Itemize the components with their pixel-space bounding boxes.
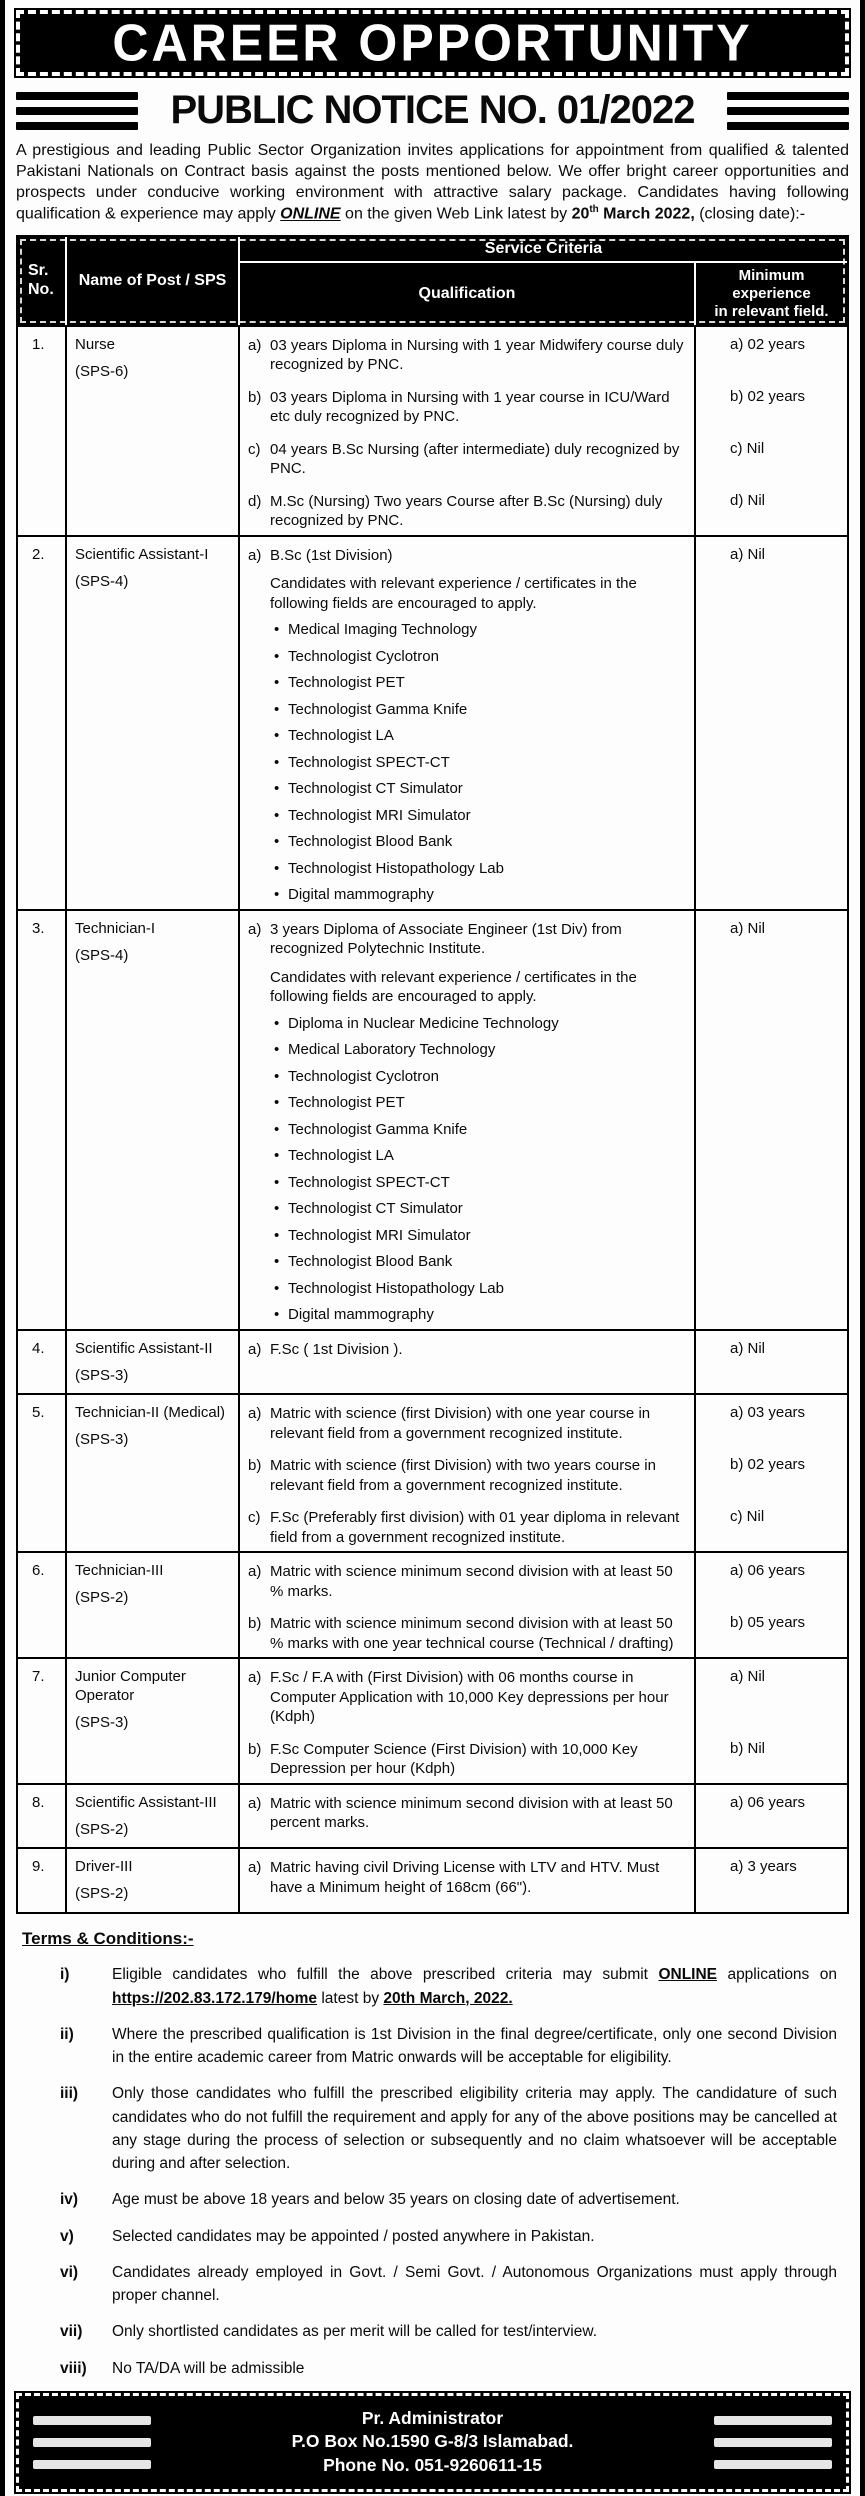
qualification-line xyxy=(248,1508,686,1547)
header-min-experience xyxy=(694,263,847,325)
bullet-icon: • xyxy=(274,1014,280,1032)
experience-item: a) 06 years xyxy=(694,1553,847,1605)
qualification-text: F.Sc Computer Science (First Division) with 10,000 Key Depression per hour (Kdph) xyxy=(270,1740,638,1778)
term-item xyxy=(22,1963,843,2010)
bullet-icon: • xyxy=(274,1226,280,1244)
terms-heading: Terms & Conditions:- xyxy=(22,1928,194,1948)
experience-item: a) Nil xyxy=(694,911,847,1329)
bullet-item xyxy=(274,779,686,799)
term-text xyxy=(112,2357,843,2380)
header-service-criteria: Service Criteria xyxy=(240,237,847,263)
posts-table xyxy=(16,235,849,1914)
term-item xyxy=(22,2357,843,2380)
experience-item: a) 3 years xyxy=(694,1849,847,1912)
bullet-text: Technologist Gamma Knife xyxy=(288,700,468,718)
table-row xyxy=(18,1783,847,1848)
qualification-text: Matric having civil Driving License with LTV and HTV. Must have a Minimum height of 168cm (66"). xyxy=(270,1859,660,1896)
qualification-line xyxy=(248,1668,686,1727)
post-sps: (SPS-2) xyxy=(75,1820,129,1838)
qualification-item xyxy=(240,1499,694,1551)
qualification-text: 3 years Diploma of Associate Engineer (1st Div) from recognized Polytechnic Institute. xyxy=(270,920,622,958)
qualification-label: a) xyxy=(248,1859,262,1877)
qualification-label: a) xyxy=(248,336,262,354)
sr-number-cell: 4. xyxy=(32,1339,45,1357)
bullet-text: Technologist MRI Simulator xyxy=(288,1226,471,1244)
bullet-icon: • xyxy=(274,1067,280,1085)
criteria-grid xyxy=(238,537,847,909)
post-name-cell xyxy=(65,911,238,1329)
post-name-cell xyxy=(65,327,238,535)
bullet-icon: • xyxy=(274,753,280,771)
header-sr-line1: Sr. xyxy=(28,262,49,280)
bullet-icon: • xyxy=(274,1200,280,1218)
header-sr-no xyxy=(18,237,65,325)
sr-number-cell: 6. xyxy=(32,1562,45,1580)
post-name: Junior Computer Operator xyxy=(75,1668,186,1705)
bullet-item xyxy=(274,806,686,826)
qualification-text: B.Sc (1st Division) xyxy=(270,546,393,564)
bullet-icon: • xyxy=(274,833,280,851)
text-segment: on the given Web Link latest by xyxy=(340,205,572,223)
decorative-bar xyxy=(33,2460,151,2469)
bullet-icon: • xyxy=(274,674,280,692)
bullet-item xyxy=(274,647,686,667)
post-sps: (SPS-4) xyxy=(75,572,129,590)
qualification-text: F.Sc (Preferably first division) with 01 year diploma in relevant field from a government recognized institute. xyxy=(270,1509,680,1546)
bullet-text: Technologist SPECT-CT xyxy=(288,753,450,771)
qualification-item xyxy=(240,1785,694,1848)
text-segment: 20 xyxy=(571,205,590,223)
term-label: i) xyxy=(60,1966,70,1984)
header-qualification: Qualification xyxy=(418,284,516,302)
text-segment: Eligible candidates who fulfill the above prescribed criteria may submit xyxy=(112,1966,659,1984)
qualification-line xyxy=(248,1404,686,1443)
qualification-label: a) xyxy=(248,1669,262,1687)
post-name: Technician-III xyxy=(75,1562,164,1580)
bullet-icon: • xyxy=(274,886,280,904)
text-segment: ONLINE xyxy=(280,205,341,223)
header-service-criteria-sub xyxy=(240,263,847,325)
bullet-item xyxy=(274,1146,686,1166)
decorative-bar xyxy=(714,2416,832,2425)
post-name-cell xyxy=(65,1331,238,1394)
term-text xyxy=(112,2188,843,2211)
bullet-item xyxy=(274,726,686,746)
post-sps: (SPS-3) xyxy=(75,1431,129,1449)
table-row xyxy=(18,1393,847,1551)
qualification-line xyxy=(248,1456,686,1495)
text-segment: Where the prescribed qualification is 1st Division in the final degree/certificate, only one second Division in the entire academic career from Matric onwards will be acceptable for eligibility. xyxy=(112,2025,837,2067)
qualification-label: d) xyxy=(248,492,262,510)
bullet-icon: • xyxy=(274,859,280,877)
bullet-item xyxy=(274,1305,686,1325)
page-title: CAREER OPPORTUNITY xyxy=(112,13,753,73)
header-min-experience-line1: Minimum experience xyxy=(732,266,811,302)
terms-section xyxy=(22,1926,843,2380)
bullet-item xyxy=(274,1067,686,1087)
decorative-bar xyxy=(714,2460,832,2469)
term-label: ii) xyxy=(60,2025,74,2043)
bullet-item xyxy=(274,753,686,773)
header-sr-line2: No. xyxy=(28,280,54,298)
sr-number-cell: 1. xyxy=(32,335,45,353)
experience-item: a) Nil xyxy=(694,1331,847,1394)
term-label: viii) xyxy=(60,2359,87,2377)
text-segment: applications on xyxy=(717,1966,837,1984)
qualification-text: Matric with science (first Division) with one year course in relevant field from a government recognized institute. xyxy=(270,1405,651,1442)
experience-item: c) Nil xyxy=(694,1499,847,1551)
text-segment: Only shortlisted candidates as per merit will be called for test/interview. xyxy=(112,2323,598,2341)
sr-number-cell: 9. xyxy=(32,1858,45,1876)
criteria-grid xyxy=(238,1395,847,1551)
qualification-text: M.Sc (Nursing) Two years Course after B.Sc (Nursing) duly recognized by PNC. xyxy=(270,492,663,530)
term-item xyxy=(22,2261,843,2308)
decorative-bar xyxy=(727,107,849,115)
post-name-cell xyxy=(65,537,238,909)
qualification-line xyxy=(248,1562,686,1601)
bullet-text: Digital mammography xyxy=(288,1306,434,1324)
post-name: Scientific Assistant-I xyxy=(75,545,209,563)
term-item xyxy=(22,2225,843,2248)
footer-administrator: Pr. Administrator xyxy=(361,2407,504,2428)
criteria-grid xyxy=(238,327,847,535)
bullet-icon: • xyxy=(274,1147,280,1165)
qualification-text: 04 years B.Sc Nursing (after intermediate) duly recognized by PNC. xyxy=(270,440,680,478)
criteria-grid xyxy=(238,1331,847,1394)
qualification-item xyxy=(240,911,694,1329)
bullet-text: Technologist MRI Simulator xyxy=(288,806,471,824)
term-text xyxy=(112,1963,843,2010)
qualification-label: a) xyxy=(248,1563,262,1581)
qualification-line xyxy=(248,546,686,566)
sr-number-cell: 3. xyxy=(32,919,45,937)
term-text xyxy=(112,2320,843,2343)
table-row xyxy=(18,325,847,535)
bullet-item xyxy=(274,620,686,640)
bullet-text: Technologist LA xyxy=(288,727,394,745)
footer-phone: Phone No. 051-9260611-15 xyxy=(323,2455,542,2476)
bullet-icon: • xyxy=(274,1041,280,1059)
qualification-item xyxy=(240,327,694,379)
term-label: vi) xyxy=(60,2263,79,2281)
decorative-bar xyxy=(727,122,849,130)
qualification-text: 03 years Diploma in Nursing with 1 year course in ICU/Ward etc duly recognized by PNC. xyxy=(270,388,670,426)
experience-item: b) 02 years xyxy=(694,379,847,431)
decorative-bar xyxy=(727,92,849,100)
table-row xyxy=(18,1329,847,1394)
qualification-line xyxy=(248,1794,686,1833)
sr-number-cell: 2. xyxy=(32,545,45,563)
text-segment: (closing date):- xyxy=(694,205,806,223)
table-row xyxy=(18,535,847,909)
bullet-item xyxy=(274,1093,686,1113)
decorative-bar xyxy=(16,107,138,115)
bullet-text: Technologist Histopathology Lab xyxy=(288,859,504,877)
experience-item: a) Nil xyxy=(694,537,847,909)
post-name: Technician-I xyxy=(75,919,156,937)
decorative-bar xyxy=(16,122,138,130)
bullet-icon: • xyxy=(274,700,280,718)
qualification-note: Candidates with relevant experience / certificates in the following fields are encouraged to apply. xyxy=(270,968,637,1006)
bullet-item xyxy=(274,673,686,693)
bullet-icon: • xyxy=(274,621,280,639)
bullet-item xyxy=(274,832,686,852)
qualification-label: b) xyxy=(248,1457,262,1475)
bullet-text: Technologist PET xyxy=(288,674,405,692)
bullet-text: Technologist CT Simulator xyxy=(288,1200,463,1218)
bullet-item xyxy=(274,1040,686,1060)
term-item xyxy=(22,2188,843,2211)
bullet-icon: • xyxy=(274,1094,280,1112)
sr-number-cell: 8. xyxy=(32,1793,45,1811)
term-text xyxy=(112,2023,843,2070)
experience-item: b) 02 years xyxy=(694,1447,847,1499)
post-name-cell xyxy=(65,1395,238,1551)
term-text xyxy=(112,2082,843,2175)
qualification-label: b) xyxy=(248,1740,262,1758)
intro-paragraph xyxy=(16,140,849,225)
qualification-text: Matric with science (first Division) with two years course in relevant field from a government recognized institute. xyxy=(270,1457,656,1494)
qualification-text: Matric with science minimum second division with at least 50 % marks with one year technical course (Technical / drafting) xyxy=(270,1615,674,1652)
qualification-label: b) xyxy=(248,388,262,406)
term-label: v) xyxy=(60,2227,74,2245)
qualification-item xyxy=(240,1731,694,1783)
footer-bars-left xyxy=(33,2416,151,2469)
post-sps: (SPS-2) xyxy=(75,1885,129,1903)
post-name-cell xyxy=(65,1849,238,1912)
post-name: Nurse xyxy=(75,335,116,353)
bullet-text: Digital mammography xyxy=(288,886,434,904)
post-sps: (SPS-3) xyxy=(75,1713,129,1731)
term-item xyxy=(22,2082,843,2175)
bullet-text: Technologist LA xyxy=(288,1147,394,1165)
decorative-bar xyxy=(33,2416,151,2425)
bullet-text: Technologist Cyclotron xyxy=(288,1067,439,1085)
term-text xyxy=(112,2261,843,2308)
text-segment: latest by xyxy=(317,1989,384,2007)
qualification-text: Matric with science minimum second division with at least 50 percent marks. xyxy=(270,1794,673,1832)
qualification-note: Candidates with relevant experience / certificates in the following fields are encouraged to apply. xyxy=(270,575,637,612)
term-label: iii) xyxy=(60,2085,79,2103)
qualification-item xyxy=(240,1331,694,1394)
qualification-item xyxy=(240,379,694,431)
post-name-cell xyxy=(65,1785,238,1848)
text-segment: A prestigious and leading Public Sector Organization invites applications for appointment from qualified & talented Pakistani Nationals on Contract basis against the posts mentioned below. We offer bright career opportunities and prospects under conducive working environment with attractive salary package. Candidates having following qualification & experience may apply xyxy=(16,142,849,223)
qualification-label: c) xyxy=(248,1509,261,1527)
text-segment: Age must be above 18 years and below 35 years on closing date of advertisement. xyxy=(112,2191,680,2209)
qualification-label: a) xyxy=(248,920,262,938)
experience-item: d) Nil xyxy=(694,483,847,535)
qualification-line xyxy=(248,492,686,531)
table-row xyxy=(18,1551,847,1657)
table-row xyxy=(18,1657,847,1783)
criteria-grid xyxy=(238,1849,847,1912)
title-banner xyxy=(16,10,849,76)
bullet-text: Technologist Histopathology Lab xyxy=(288,1279,504,1297)
qualification-line xyxy=(248,920,686,959)
qualification-item xyxy=(240,1553,694,1605)
text-segment: March 2022, xyxy=(598,205,695,223)
text-segment: Selected candidates may be appointed / posted anywhere in Pakistan. xyxy=(112,2227,595,2245)
bullet-text: Technologist Blood Bank xyxy=(288,833,453,851)
table-row xyxy=(18,1847,847,1912)
bullet-item xyxy=(274,1199,686,1219)
qualification-item xyxy=(240,1659,694,1731)
qualification-item xyxy=(240,483,694,535)
qualification-line xyxy=(248,440,686,479)
bullet-text: Diploma in Nuclear Medicine Technology xyxy=(288,1014,559,1032)
term-label: vii) xyxy=(60,2323,83,2341)
sr-number-cell: 7. xyxy=(32,1668,45,1686)
bullet-icon: • xyxy=(274,780,280,798)
bullet-item xyxy=(274,700,686,720)
text-segment: 20th March, 2022. xyxy=(383,1989,513,2007)
header-post-name: Name of Post / SPS xyxy=(65,237,238,325)
experience-item: b) 05 years xyxy=(694,1605,847,1657)
bullet-item xyxy=(274,1279,686,1299)
experience-item: c) Nil xyxy=(694,431,847,483)
notice-bars-left xyxy=(16,92,138,130)
post-sps: (SPS-4) xyxy=(75,946,129,964)
criteria-grid xyxy=(238,911,847,1329)
bullet-icon: • xyxy=(274,1120,280,1138)
sr-number-cell: 5. xyxy=(32,1404,45,1422)
table-body xyxy=(18,325,847,1912)
bullet-item xyxy=(274,1014,686,1034)
bullet-item xyxy=(274,885,686,905)
notice-banner xyxy=(16,88,849,133)
experience-item: a) 02 years xyxy=(694,327,847,379)
experience-item: a) 03 years xyxy=(694,1395,847,1447)
qualification-item xyxy=(240,1395,694,1447)
decorative-bar xyxy=(714,2438,832,2447)
bullet-text: Medical Imaging Technology xyxy=(288,621,478,639)
qualification-line xyxy=(248,1858,686,1897)
criteria-grid xyxy=(238,1785,847,1848)
experience-item: a) 06 years xyxy=(694,1785,847,1848)
qualification-line xyxy=(248,1740,686,1779)
bullet-icon: • xyxy=(274,1279,280,1297)
bullet-icon: • xyxy=(274,1306,280,1324)
experience-item: b) Nil xyxy=(694,1731,847,1783)
post-name: Driver-III xyxy=(75,1858,133,1876)
qualification-label: a) xyxy=(248,1794,262,1812)
footer-banner xyxy=(16,2393,849,2492)
post-sps: (SPS-2) xyxy=(75,1589,129,1607)
bullet-item xyxy=(274,1120,686,1140)
bullet-text: Technologist Blood Bank xyxy=(288,1253,453,1271)
qualification-text: Matric with science minimum second division with at least 50 % marks. xyxy=(270,1563,673,1600)
post-name: Scientific Assistant-III xyxy=(75,1793,217,1811)
term-item xyxy=(22,2320,843,2343)
qualification-label: a) xyxy=(248,546,262,564)
qualification-label: c) xyxy=(248,440,261,458)
footer-contact xyxy=(163,2407,702,2478)
post-sps: (SPS-3) xyxy=(75,1366,129,1384)
post-name-cell xyxy=(65,1553,238,1657)
header-service-criteria-group xyxy=(238,237,847,325)
table-header xyxy=(18,237,847,325)
footer-po-box: P.O Box No.1590 G-8/3 Islamabad. xyxy=(291,2431,574,2452)
text-segment: Only those candidates who fulfill the prescribed eligibility criteria may apply. The candidature of such candidates who do not fulfill the requirement and apply for any of the above positions may be cancelled at any stage during the process of selection or subsequently and no claim whatsoever will be acceptable during and after selection. xyxy=(112,2085,837,2173)
term-label: iv) xyxy=(60,2191,79,2209)
qualification-text: F.Sc ( 1st Division ). xyxy=(270,1340,403,1358)
post-name-cell xyxy=(65,1659,238,1783)
text-segment: th xyxy=(589,204,599,216)
bullet-icon: • xyxy=(274,1253,280,1271)
qualification-line xyxy=(248,336,686,375)
bullet-text: Technologist PET xyxy=(288,1094,405,1112)
criteria-grid xyxy=(238,1553,847,1657)
bullet-item xyxy=(274,1252,686,1272)
bullet-text: Technologist Gamma Knife xyxy=(288,1120,468,1138)
qualification-item xyxy=(240,1605,694,1657)
experience-item: a) Nil xyxy=(694,1659,847,1731)
post-name: Technician-II (Medical) xyxy=(75,1404,226,1422)
table-row xyxy=(18,909,847,1329)
qualification-line xyxy=(248,1614,686,1653)
bullet-item xyxy=(274,859,686,879)
bullet-icon: • xyxy=(274,1173,280,1191)
bullet-icon: • xyxy=(274,647,280,665)
bullet-icon: • xyxy=(274,806,280,824)
post-name: Scientific Assistant-II xyxy=(75,1339,213,1357)
qualification-text: F.Sc / F.A with (First Division) with 06 months course in Computer Application with 10,000 Key depressions per hour (Kdph) xyxy=(270,1669,669,1726)
qualification-label: b) xyxy=(248,1615,262,1633)
decorative-bar xyxy=(16,92,138,100)
term-item xyxy=(22,2023,843,2070)
post-sps: (SPS-6) xyxy=(75,362,129,380)
qualification-text: 03 years Diploma in Nursing with 1 year Midwifery course duly recognized by PNC. xyxy=(270,336,684,374)
qualification-line xyxy=(248,1340,686,1360)
notice-title: PUBLIC NOTICE NO. 01/2022 xyxy=(170,88,695,132)
bullet-text: Technologist Cyclotron xyxy=(288,647,439,665)
qualification-label: a) xyxy=(248,1405,262,1423)
bullet-item xyxy=(274,1226,686,1246)
text-segment: Candidates already employed in Govt. / Semi Govt. / Autonomous Organizations must apply through proper channel. xyxy=(112,2263,837,2305)
terms-list xyxy=(22,1963,843,2380)
text-segment: ONLINE xyxy=(658,1966,717,1984)
bullet-text: Technologist CT Simulator xyxy=(288,780,463,798)
decorative-bar xyxy=(33,2438,151,2447)
qualification-item xyxy=(240,1447,694,1499)
qualification-item xyxy=(240,1849,694,1912)
qualification-label: a) xyxy=(248,1340,262,1358)
qualification-item xyxy=(240,431,694,483)
text-segment: No TA/DA will be admissible xyxy=(112,2359,305,2377)
bullet-text: Technologist SPECT-CT xyxy=(288,1173,450,1191)
bullet-item xyxy=(274,1173,686,1193)
criteria-grid xyxy=(238,1659,847,1783)
footer-bars-right xyxy=(714,2416,832,2469)
bullet-text: Medical Laboratory Technology xyxy=(288,1041,496,1059)
qualification-line xyxy=(248,388,686,427)
notice-bars-right xyxy=(727,92,849,130)
bullet-icon: • xyxy=(274,727,280,745)
header-min-experience-line2: in relevant field. xyxy=(714,302,829,320)
text-segment: https://202.83.172.179/home xyxy=(112,1989,318,2007)
term-text xyxy=(112,2225,843,2248)
qualification-item xyxy=(240,537,694,909)
